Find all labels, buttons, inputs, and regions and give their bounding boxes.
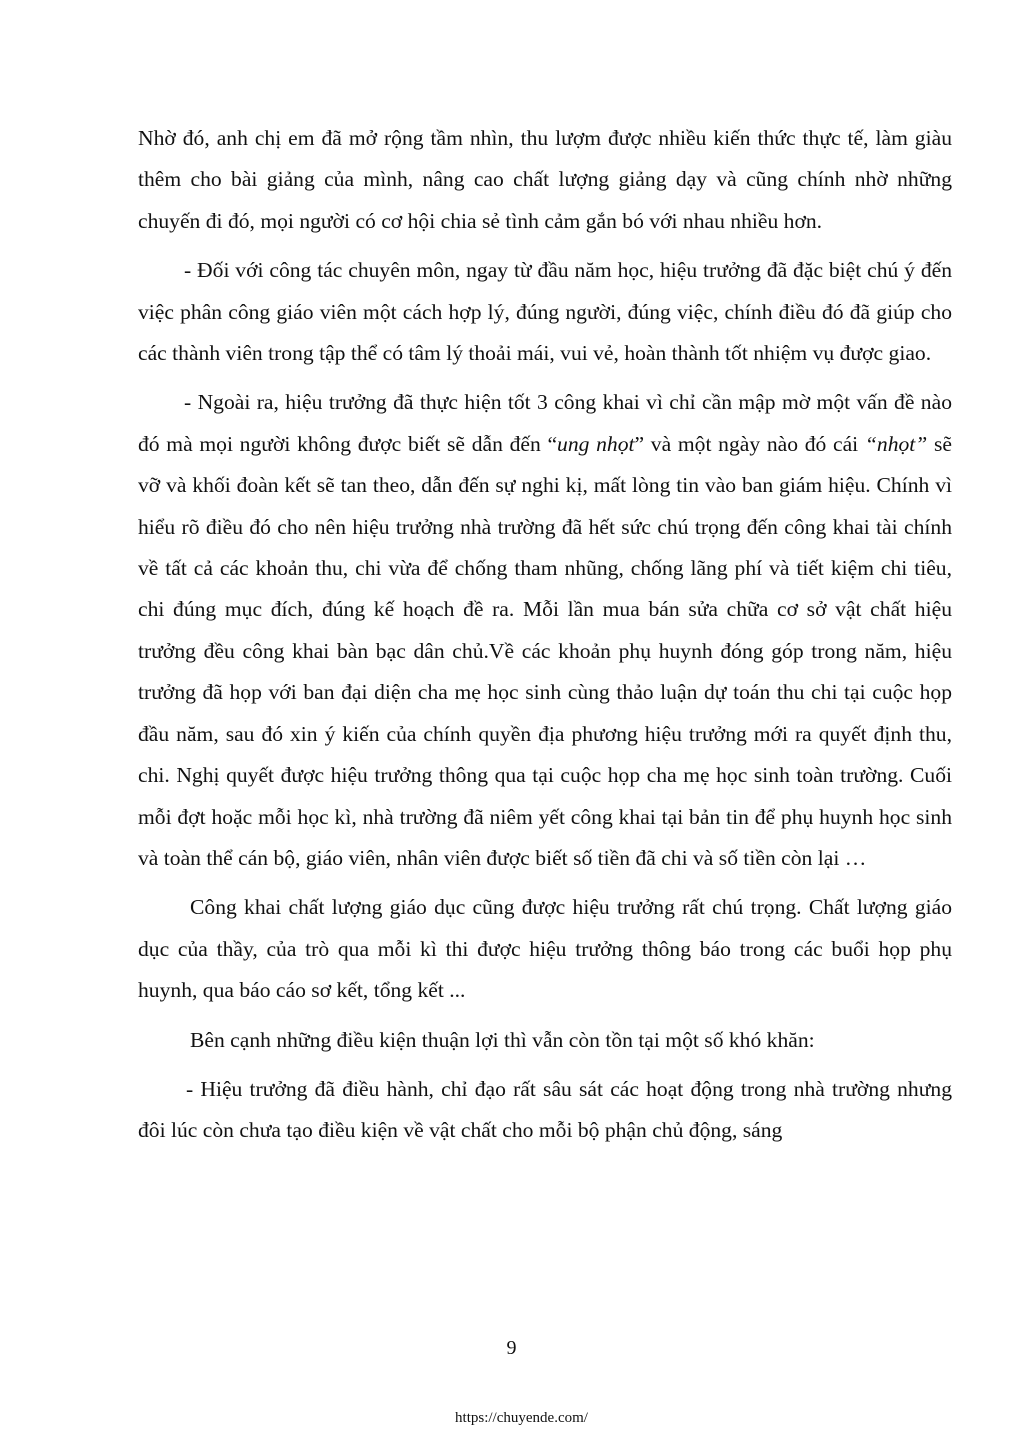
paragraph-3-part-3: sẽ vỡ và khối đoàn kết sẽ tan theo, dẫn đến sự nghi kị, mất lòng tin vào ban giám hiệu. Chính vì hiểu rõ điều đó cho nên hiệu trưởng nhà trường đã hết sức chú trọng đến công khai tài chính về tất cả các khoản thu, chi vừa để chống tham nhũng, chống lãng phí và tiết kiệm chi tiêu, chi đúng mục đích, đúng kế hoạch đề ra. Mỗi lần mua bán sửa chữa cơ sở vật chất hiệu trưởng đều công khai bàn bạc dân chủ.Về các khoản phụ huynh đóng góp trong năm, hiệu trưởng đã họp với ban đại diện cha mẹ học sinh cùng thảo luận dự toán thu chi tại cuộc họp đầu năm, sau đó xin ý kiến của chính quyền địa phương hiệu trưởng mới ra quyết định thu, chi. Nghị quyết được hiệu trưởng thông qua tại cuộc họp cha mẹ học sinh toàn trường. Cuối mỗi đợt hoặc mỗi học kì, nhà trường đã niêm yết công khai tại bản tin để phụ huynh học sinh và toàn thể cán bộ, giáo viên, nhân viên được biết số tiền đã chi và số tiền còn lại … xyxy=(138,431,952,870)
paragraph-3-part-1: - Ngoài ra, hiệu trưởng đã thực hiện tốt 3 công khai vì chỉ cần mập mờ một vấn đề nào đó mà mọi người không được biết sẽ dẫn đến “ xyxy=(138,390,952,456)
body-text xyxy=(138,118,952,1160)
paragraph-1: Nhờ đó, anh chị em đã mở rộng tầm nhìn, thu lượm được nhiều kiến thức thực tế, làm giàu thêm cho bài giảng của mình, nâng cao chất lượng giảng dạy và cũng chính nhờ những chuyến đi đó, mọi người có cơ hội chia sẻ tình cảm gắn bó với nhau nhiều hơn. xyxy=(138,126,952,233)
paragraph-3-part-2: ” và một ngày nào đó cái xyxy=(634,431,865,456)
paragraph-6: - Hiệu trưởng đã điều hành, chỉ đạo rất sâu sát các hoạt động trong nhà trường nhưng đôi lúc còn chưa tạo điều kiện về vật chất cho mỗi bộ phận chủ động, sáng xyxy=(138,1076,952,1143)
page-number: 9 xyxy=(506,1337,517,1359)
paragraph-3-emphasis-2: “nhọt” xyxy=(864,431,928,456)
paragraph-3-emphasis-1: ung nhọt xyxy=(557,431,635,456)
paragraph-5: Bên cạnh những điều kiện thuận lợi thì vẫn còn tồn tại một số khó khăn: xyxy=(190,1027,815,1052)
paragraph-4: Công khai chất lượng giáo dục cũng được hiệu trưởng rất chú trọng. Chất lượng giáo dục của thầy, của trò qua mỗi kì thi được hiệu trưởng thông báo trong các buổi họp phụ huynh, qua báo cáo sơ kết, tổng kết ... xyxy=(138,895,952,1003)
footer-url[interactable]: https://chuyende.com/ xyxy=(455,1410,588,1426)
paragraph-3 xyxy=(138,382,952,879)
paragraph-2: - Đối với công tác chuyên môn, ngay từ đầu năm học, hiệu trưởng đã đặc biệt chú ý đến việc phân công giáo viên một cách hợp lý, đúng người, đúng việc, chính điều đó đã giúp cho các thành viên trong tập thể có tâm lý thoải mái, vui vẻ, hoàn thành tốt nhiệm vụ được giao. xyxy=(138,258,952,366)
